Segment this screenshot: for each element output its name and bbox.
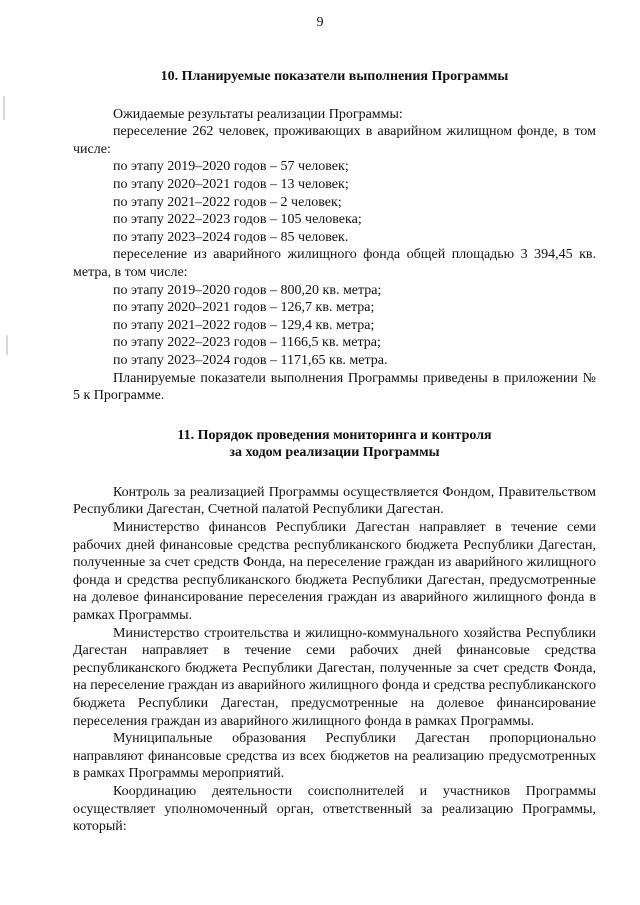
people-stage-item: по этапу 2021–2022 годов – 2 человек; xyxy=(113,194,342,210)
resettlement-people-paragraph: переселение 262 человек, проживающих в аварийном жилищном фонде, в том числе: xyxy=(73,124,596,157)
area-stage-item: по этапу 2021–2022 годов – 129,4 кв. метра; xyxy=(113,317,375,333)
area-stage-item: по этапу 2022–2023 годов – 1166,5 кв. метра; xyxy=(113,335,381,351)
people-stage-item: по этапу 2019–2020 годов – 57 человек; xyxy=(113,159,349,175)
section-11-paragraph: Министерство строительства и жилищно-коммунального хозяйства Республики Дагестан направляет в течение семи рабочих дней финансовые средства республиканского бюджета Республики Дагестан, полученные за счет средств Фонда, на переселение граждан из аварийного жилищного фонда и средства республиканского бюджета Республики Дагестан, предусмотренные на долевое финансирование переселения граждан из аварийного жилищного фонда в рамках Программы. xyxy=(73,625,596,729)
people-stage-item: по этапу 2020–2021 годов – 13 человек; xyxy=(113,176,349,192)
area-stage-item: по этапу 2020–2021 годов – 126,7 кв. метра; xyxy=(113,300,375,316)
section-11-title-line-1: 11. Порядок проведения мониторинга и контроля xyxy=(177,427,492,443)
area-stage-item: по этапу 2019–2020 годов – 800,20 кв. метра; xyxy=(113,282,382,298)
people-stage-item: по этапу 2022–2023 годов – 105 человека; xyxy=(113,212,362,228)
indicators-note-paragraph: Планируемые показатели выполнения Программы приведены в приложении № 5 к Программе. xyxy=(73,370,596,404)
scan-edge-mark xyxy=(6,335,8,355)
section-11-title xyxy=(73,427,596,462)
page-number: 9 xyxy=(316,15,324,30)
section-11-paragraph: Министерство финансов Республики Дагестан направляет в течение семи рабочих дней финансовые средства республиканского бюджета Республики Дагестан, полученные за счет средств Фонда, на переселение граждан из аварийного жилищного фонда и средства республиканского бюджета Республики Дагестан, предусмотренные на долевое финансирование переселения граждан из аварийного жилищного фонда в рамках Программы. xyxy=(73,520,596,624)
section-11-paragraph: Муниципальные образования Республики Дагестан пропорционально направляют финансовые средства из всех бюджетов на реализацию предусмотренных в рамках Программы мероприятий. xyxy=(73,731,596,782)
scan-edge-mark xyxy=(3,96,5,120)
area-stage-item: по этапу 2023–2024 годов – 1171,65 кв. метра. xyxy=(113,352,388,368)
document-body xyxy=(73,68,596,836)
section-11-paragraph: Контроль за реализацией Программы осуществляется Фондом, Правительством Республики Дагестан, Счетной палатой Республики Дагестан. xyxy=(73,484,596,518)
resettlement-area-paragraph: переселение из аварийного жилищного фонда общей площадью 3 394,45 кв. метра, в том числе: xyxy=(73,247,596,280)
section-10-intro: Ожидаемые результаты реализации Программы: xyxy=(113,106,403,122)
people-stage-item: по этапу 2023–2024 годов – 85 человек. xyxy=(113,229,349,245)
section-10-title: 10. Планируемые показатели выполнения Программы xyxy=(160,69,509,84)
section-11-title-line-2: за ходом реализации Программы xyxy=(229,445,440,461)
section-11-paragraph: Координацию деятельности соисполнителей и участников Программы осуществляет уполномоченный орган, ответственный за реализацию Программы, который: xyxy=(73,783,596,835)
